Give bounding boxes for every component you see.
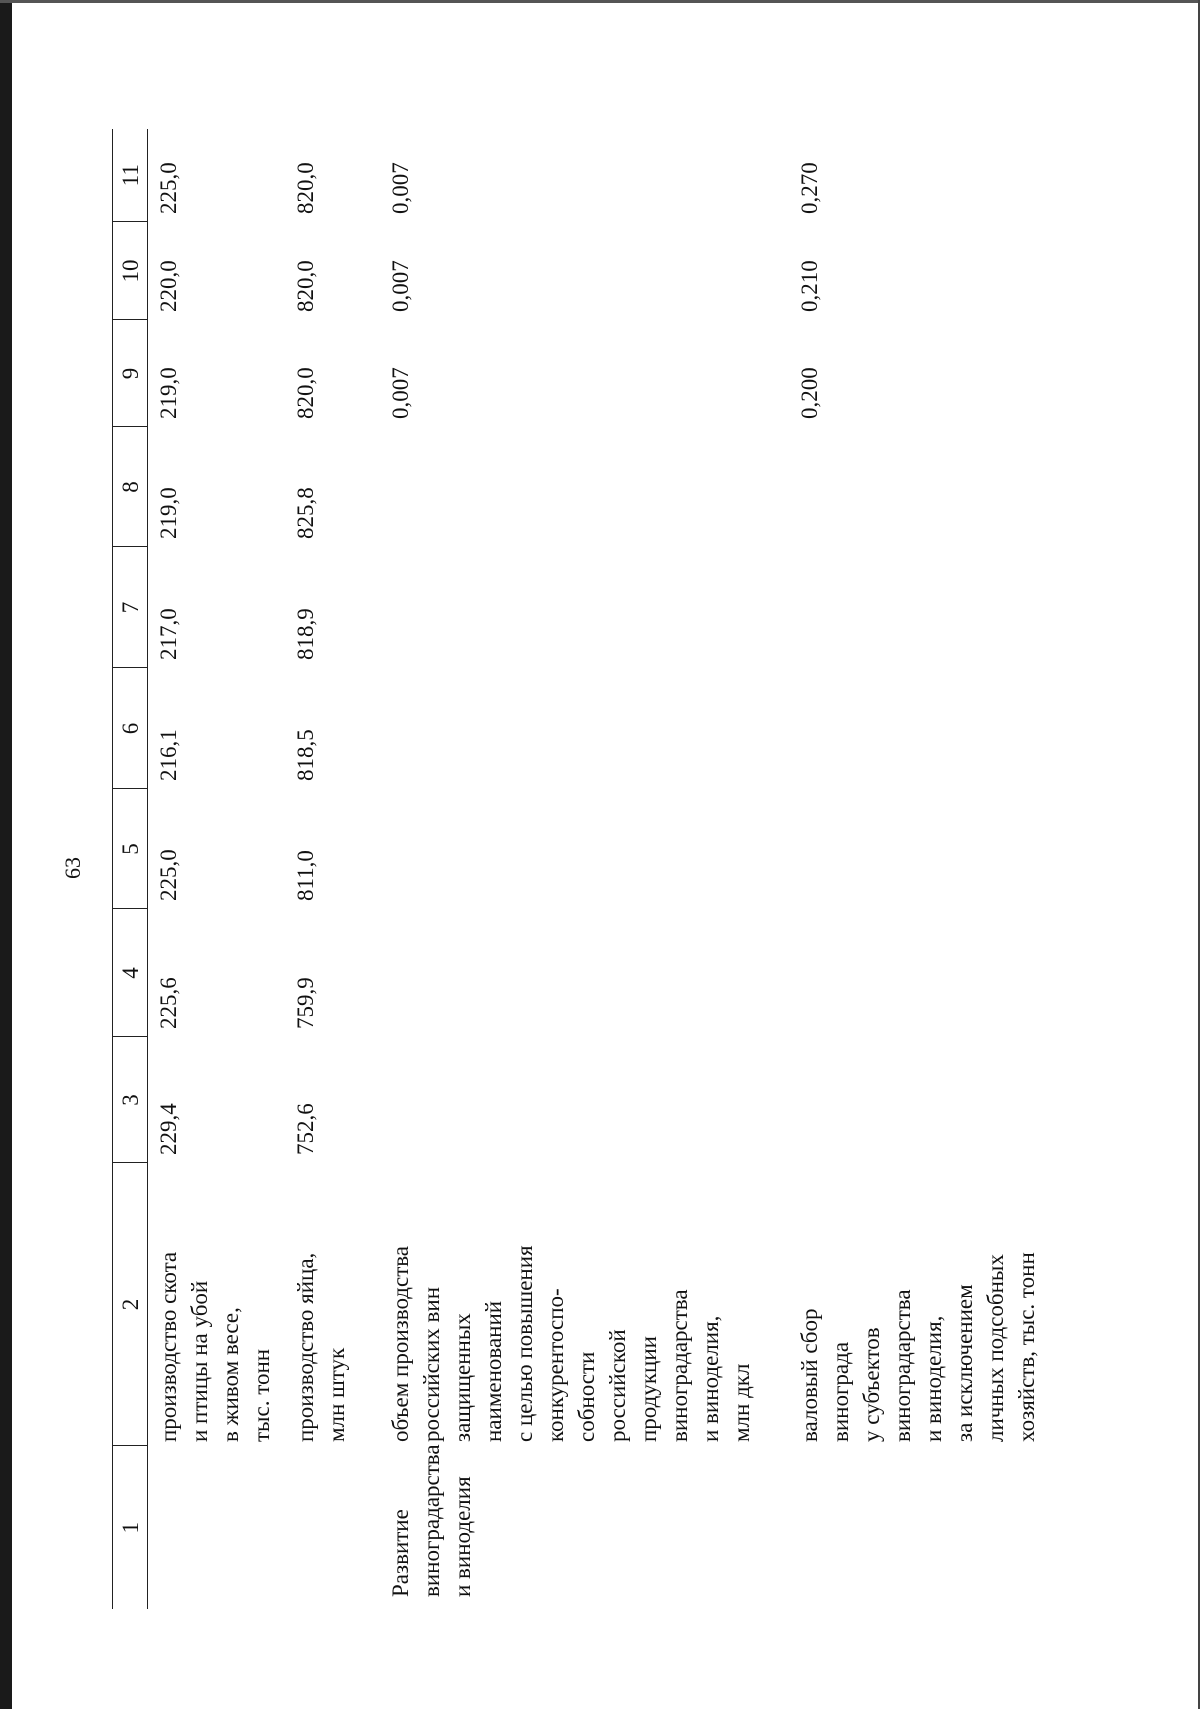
indicator-line: российских вин xyxy=(419,1286,444,1442)
indicator-line: собности xyxy=(574,1351,599,1442)
section-line: виноградарства xyxy=(419,1444,444,1597)
indicator-line: личных подсобных xyxy=(983,1254,1008,1442)
indicator-line: в живом весе, xyxy=(218,1307,243,1442)
section-line: и виноделия xyxy=(450,1476,475,1597)
value-cell xyxy=(380,1037,789,1163)
value-cell: 820,0 xyxy=(293,260,318,312)
indicator-line: и виноделия, xyxy=(921,1315,946,1442)
column-header: 11 xyxy=(113,129,148,222)
indicator-cell xyxy=(285,1163,380,1446)
indicator-line: наименований xyxy=(481,1300,506,1442)
value-cell: 0,210 xyxy=(797,260,822,312)
indicator-line: и птицы на убой xyxy=(187,1280,212,1442)
table-row xyxy=(789,129,1042,1609)
data-table xyxy=(112,129,1042,1609)
section-cell xyxy=(148,1446,286,1609)
value-cell: 820,0 xyxy=(293,367,318,419)
value-cell xyxy=(380,547,789,668)
indicator-cell xyxy=(789,1163,1042,1446)
value-cell: 0,007 xyxy=(388,260,413,312)
scan-top-edge xyxy=(0,0,1200,3)
value-cell: 225,0 xyxy=(156,162,181,214)
value-cell xyxy=(380,427,789,547)
page-number: 63 xyxy=(60,857,85,879)
indicator-line: тыс. тонн xyxy=(249,1348,274,1442)
table-row xyxy=(148,129,286,1609)
value-cell xyxy=(380,789,789,909)
indicator-line: у субъектов xyxy=(859,1327,884,1442)
value-cell xyxy=(789,789,1042,909)
value-cell: 0,007 xyxy=(388,162,413,214)
indicator-line: производство яйца, xyxy=(293,1252,318,1442)
indicator-line: валовый сбор xyxy=(797,1308,822,1442)
value-cell xyxy=(380,909,789,1037)
table-row xyxy=(285,129,380,1609)
column-header: 5 xyxy=(113,789,148,909)
table-row xyxy=(380,129,789,1609)
value-cell: 225,6 xyxy=(156,977,181,1029)
indicator-line: виноградарства xyxy=(890,1289,915,1442)
section-cell xyxy=(285,1446,380,1609)
value-cell: 219,0 xyxy=(156,367,181,419)
value-cell: 818,5 xyxy=(293,729,318,781)
indicator-line: объем производства xyxy=(388,1245,413,1442)
table-body xyxy=(148,129,1043,1609)
value-cell: 759,9 xyxy=(293,977,318,1029)
value-cell xyxy=(380,668,789,789)
value-cell: 811,0 xyxy=(293,850,318,901)
value-cell xyxy=(789,909,1042,1037)
indicator-line: млн дкл xyxy=(729,1363,754,1442)
value-cell: 820,0 xyxy=(293,162,318,214)
indicator-line: виноградарства xyxy=(667,1289,692,1442)
value-cell: 818,9 xyxy=(293,608,318,660)
column-header: 4 xyxy=(113,909,148,1037)
value-cell: 0,270 xyxy=(797,162,822,214)
column-header: 6 xyxy=(113,668,148,789)
column-header: 9 xyxy=(113,320,148,427)
value-cell: 225,0 xyxy=(156,849,181,901)
value-cell: 219,0 xyxy=(156,487,181,539)
indicator-line: российской xyxy=(605,1329,630,1442)
column-header: 10 xyxy=(113,222,148,320)
column-header: 7 xyxy=(113,547,148,668)
value-cell xyxy=(789,668,1042,789)
header-row xyxy=(113,129,148,1609)
value-cell: 216,1 xyxy=(156,729,181,781)
section-line: Развитие xyxy=(388,1509,413,1597)
column-header: 8 xyxy=(113,427,148,547)
indicator-cell xyxy=(148,1163,286,1446)
value-cell xyxy=(789,547,1042,668)
indicator-line: за исключением xyxy=(952,1284,977,1442)
value-cell: 220,0 xyxy=(156,260,181,312)
indicator-line: млн штук xyxy=(324,1347,349,1442)
value-cell: 0,200 xyxy=(797,367,822,419)
indicator-line: конкурентоспо- xyxy=(543,1288,568,1442)
indicator-line: с целью повышения xyxy=(512,1245,537,1442)
value-cell: 752,6 xyxy=(293,1103,318,1155)
value-cell: 825,8 xyxy=(293,487,318,539)
column-header: 1 xyxy=(113,1446,148,1609)
section-cell xyxy=(789,1446,1042,1609)
column-header: 2 xyxy=(113,1163,148,1446)
value-cell: 217,0 xyxy=(156,608,181,660)
rotated-table-sheet xyxy=(0,129,1200,1609)
indicator-line: производство скота xyxy=(156,1251,181,1442)
value-cell xyxy=(789,427,1042,547)
value-cell: 0,007 xyxy=(388,367,413,419)
value-cell xyxy=(789,1037,1042,1163)
indicator-line: продукции xyxy=(636,1336,661,1442)
indicator-line: защищенных xyxy=(450,1313,475,1442)
indicator-line: и виноделия, xyxy=(698,1315,723,1442)
column-header: 3 xyxy=(113,1037,148,1163)
indicator-cell xyxy=(380,1163,789,1446)
section-cell xyxy=(380,1446,789,1609)
indicator-line: хозяйств, тыс. тонн xyxy=(1014,1252,1039,1442)
value-cell: 229,4 xyxy=(156,1103,181,1155)
indicator-line: винограда xyxy=(828,1341,853,1442)
